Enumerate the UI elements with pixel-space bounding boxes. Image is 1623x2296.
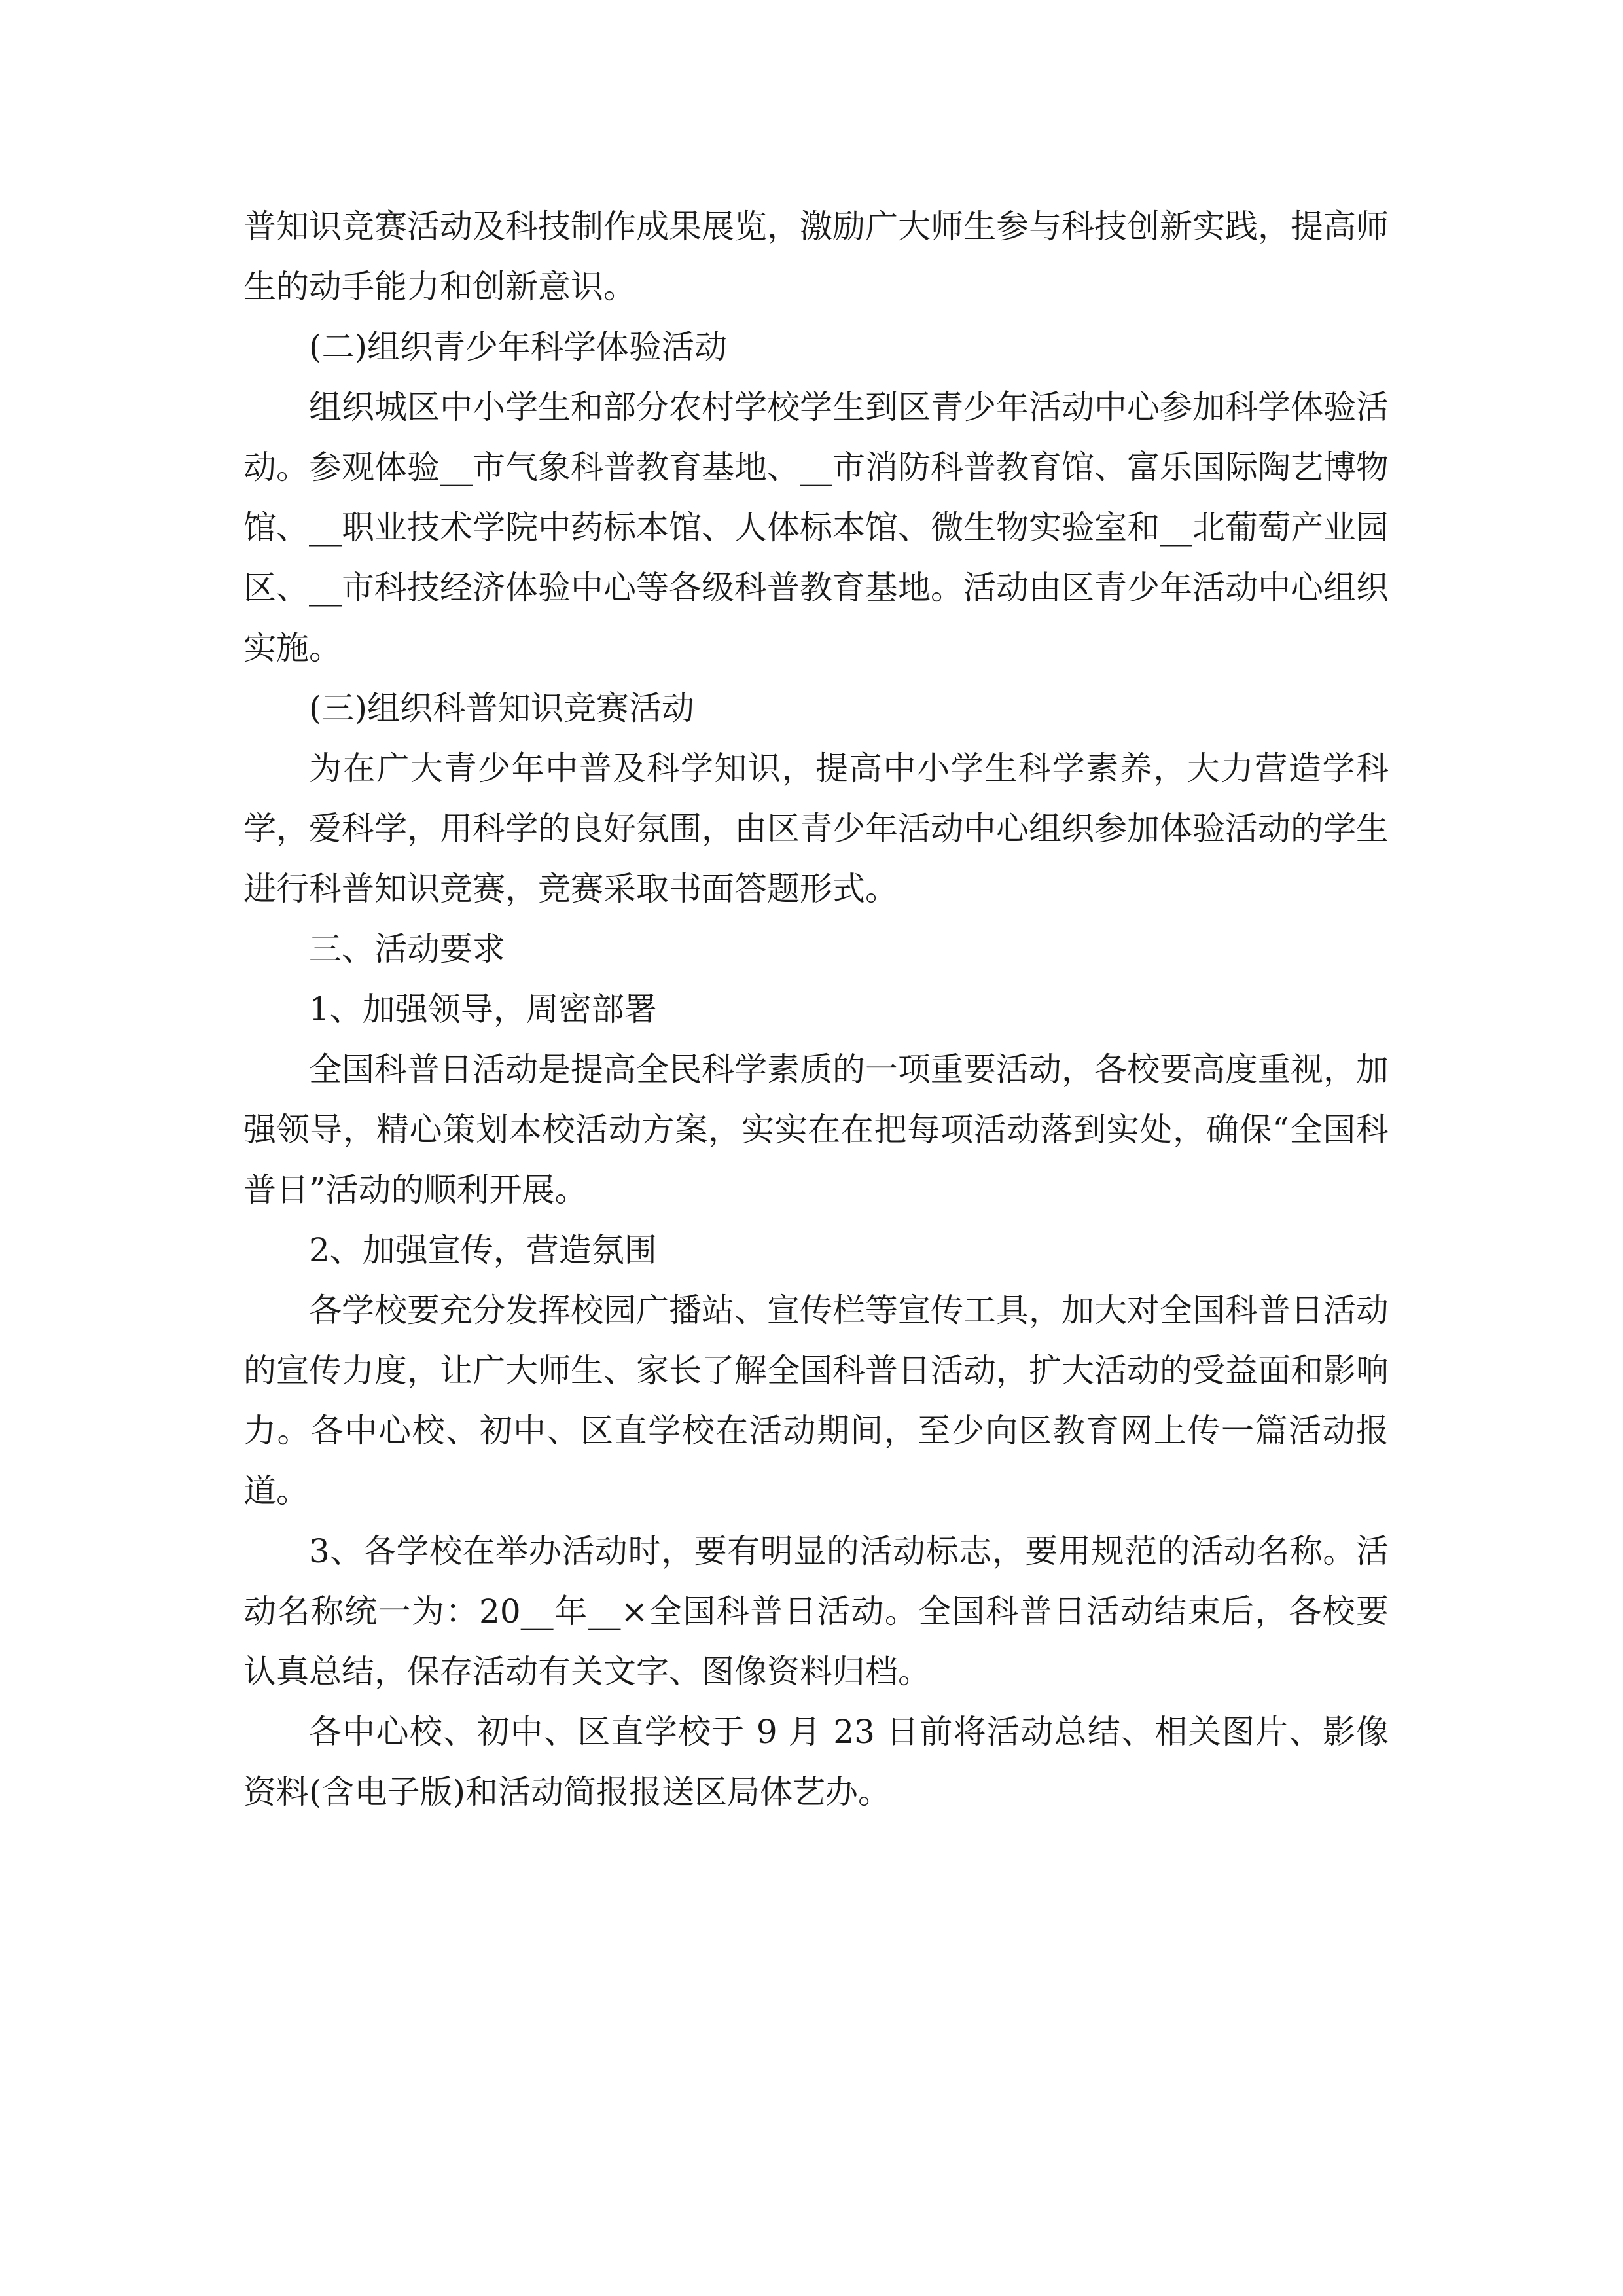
- document-body: [243, 196, 1389, 1822]
- heading-knowledge-contest: (三)组织科普知识竞赛活动: [309, 689, 695, 727]
- paragraph-science-experience: 组织城区中小学生和部分农村学校学生到区青少年活动中心参加科学体验活动。参观体验__市气象科普教育基地、__市消防科普教育馆、富乐国际陶艺博物馆、__职业技术学院中药标本馆、人体标本馆、微生物实验室和__北葡萄产业园区、__市科技经济体验中心等各级科普教育基地。活动由区青少年活动中心组织实施。: [243, 388, 1389, 667]
- subheading-publicity: 2、加强宣传，营造氛围: [309, 1231, 657, 1269]
- heading-activity-requirements: 三、活动要求: [309, 930, 505, 968]
- paragraph-publicity: 各学校要充分发挥校园广播站、宣传栏等宣传工具，加大对全国科普日活动的宣传力度，让广大师生、家长了解全国科普日活动，扩大活动的受益面和影响力。各中心校、初中、区直学校在活动期间，至少向区教育网上传一篇活动报道。: [243, 1291, 1389, 1510]
- paragraph-leadership: 全国科普日活动是提高全民科学素质的一项重要活动，各校要高度重视，加强领导，精心策划本校活动方案，实实在在把每项活动落到实处，确保“全国科普日”活动的顺利开展。: [243, 1050, 1389, 1209]
- paragraph-knowledge-contest: 为在广大青少年中普及科学知识，提高中小学生科学素养，大力营造学科学，爱科学，用科学的良好氛围，由区青少年活动中心组织参加体验活动的学生进行科普知识竞赛，竞赛采取书面答题形式。: [243, 749, 1389, 908]
- subheading-leadership: 1、加强领导，周密部署: [309, 990, 657, 1028]
- paragraph-activity-naming: 3、各学校在举办活动时，要有明显的活动标志，要用规范的活动名称。活动名称统一为：20__年__×全国科普日活动。全国科普日活动结束后，各校要认真总结，保存活动有关文字、图像资料归档。: [243, 1532, 1389, 1691]
- paragraph-submission-deadline: 各中心校、初中、区直学校于 9 月 23 日前将活动总结、相关图片、影像资料(含电子版)和活动简报报送区局体艺办。: [243, 1713, 1389, 1811]
- heading-science-experience: (二)组织青少年科学体验活动: [309, 328, 728, 366]
- paragraph-continuation: 普知识竞赛活动及科技制作成果展览，激励广大师生参与科技创新实践，提高师生的动手能力和创新意识。: [243, 207, 1389, 306]
